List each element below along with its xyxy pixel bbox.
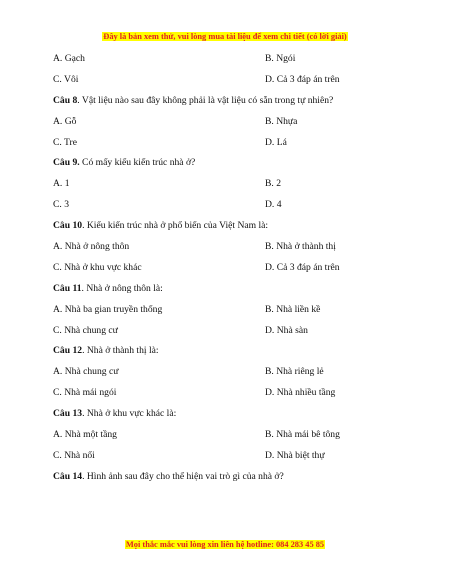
question-text: . Vật liệu nào sau đây không phải là vật liệu có sẵn trong tự nhiên? (77, 95, 334, 106)
question-text: . Kiểu kiến trúc nhà ở phổ biến của Việt Nam là: (82, 220, 269, 231)
option[interactable]: C. 3 (53, 199, 69, 210)
option[interactable]: C. Tre (53, 137, 77, 148)
question-text: Có mấy kiểu kiến trúc nhà ở? (79, 157, 196, 168)
question-14 (53, 470, 284, 484)
option[interactable]: B. Nhà riêng lẻ (265, 366, 324, 377)
question-number: Câu 12 (53, 345, 83, 356)
option[interactable]: A. Nhà chung cư (53, 366, 119, 377)
option[interactable]: B. Nhà liền kề (265, 304, 321, 315)
option[interactable]: B. Nhà mái bê tông (265, 429, 340, 440)
hotline-notice-text: Mọi thắc mắc vui lòng xin liên hệ hotline: 084 283 45 85 (125, 540, 325, 549)
question-9 (53, 156, 195, 170)
hotline-notice-banner (0, 534, 450, 552)
question-text: . Hình ảnh sau đây cho thể hiện vai trò gì của nhà ở? (82, 471, 284, 482)
question-number: Câu 9. (53, 157, 80, 168)
option[interactable]: C. Nhà mái ngói (53, 387, 117, 398)
question-text: . Nhà ở khu vực khác là: (82, 408, 177, 419)
option[interactable]: A. Nhà một tầng (53, 429, 117, 440)
question-13 (53, 407, 176, 421)
question-text: . Nhà ở nông thôn là: (81, 283, 163, 294)
option[interactable]: D. 4 (265, 199, 282, 210)
preview-notice-text: Đây là bản xem thử, vui lòng mua tài liệu để xem chi tiết (có lời giải) (103, 32, 347, 41)
option[interactable]: A. Gạch (53, 53, 85, 64)
option[interactable]: C. Vôi (53, 74, 79, 85)
option[interactable]: B. Nhà ở thành thị (265, 241, 336, 252)
option[interactable]: D. Cả 3 đáp án trên (265, 262, 340, 273)
option[interactable]: D. Lá (265, 137, 287, 148)
option[interactable]: A. Nhà ở nông thôn (53, 241, 130, 252)
preview-notice-banner (0, 26, 450, 44)
question-8 (53, 94, 333, 108)
option[interactable]: B. Nhựa (265, 116, 298, 127)
option[interactable]: D. Nhà sàn (265, 325, 308, 336)
option[interactable]: D. Cả 3 đáp án trên (265, 74, 340, 85)
option[interactable]: C. Nhà nổi (53, 450, 95, 461)
option[interactable]: A. Gỗ (53, 116, 77, 127)
question-number: Câu 10 (53, 220, 83, 231)
question-10 (53, 219, 268, 233)
option[interactable]: B. Ngói (265, 53, 296, 64)
question-number: Câu 11 (53, 283, 82, 294)
option[interactable]: A. 1 (53, 178, 70, 189)
question-number: Câu 8 (53, 95, 78, 106)
question-number: Câu 14 (53, 471, 83, 482)
option[interactable]: D. Nhà nhiều tầng (265, 387, 336, 398)
question-12 (53, 344, 159, 358)
option[interactable]: D. Nhà biệt thự (265, 450, 325, 461)
option[interactable]: B. 2 (265, 178, 281, 189)
option[interactable]: A. Nhà ba gian truyền thống (53, 304, 163, 315)
option[interactable]: C. Nhà chung cư (53, 325, 118, 336)
question-number: Câu 13 (53, 408, 83, 419)
question-text: . Nhà ở thành thị là: (82, 345, 159, 356)
question-11 (53, 282, 163, 296)
option[interactable]: C. Nhà ở khu vực khác (53, 262, 142, 273)
